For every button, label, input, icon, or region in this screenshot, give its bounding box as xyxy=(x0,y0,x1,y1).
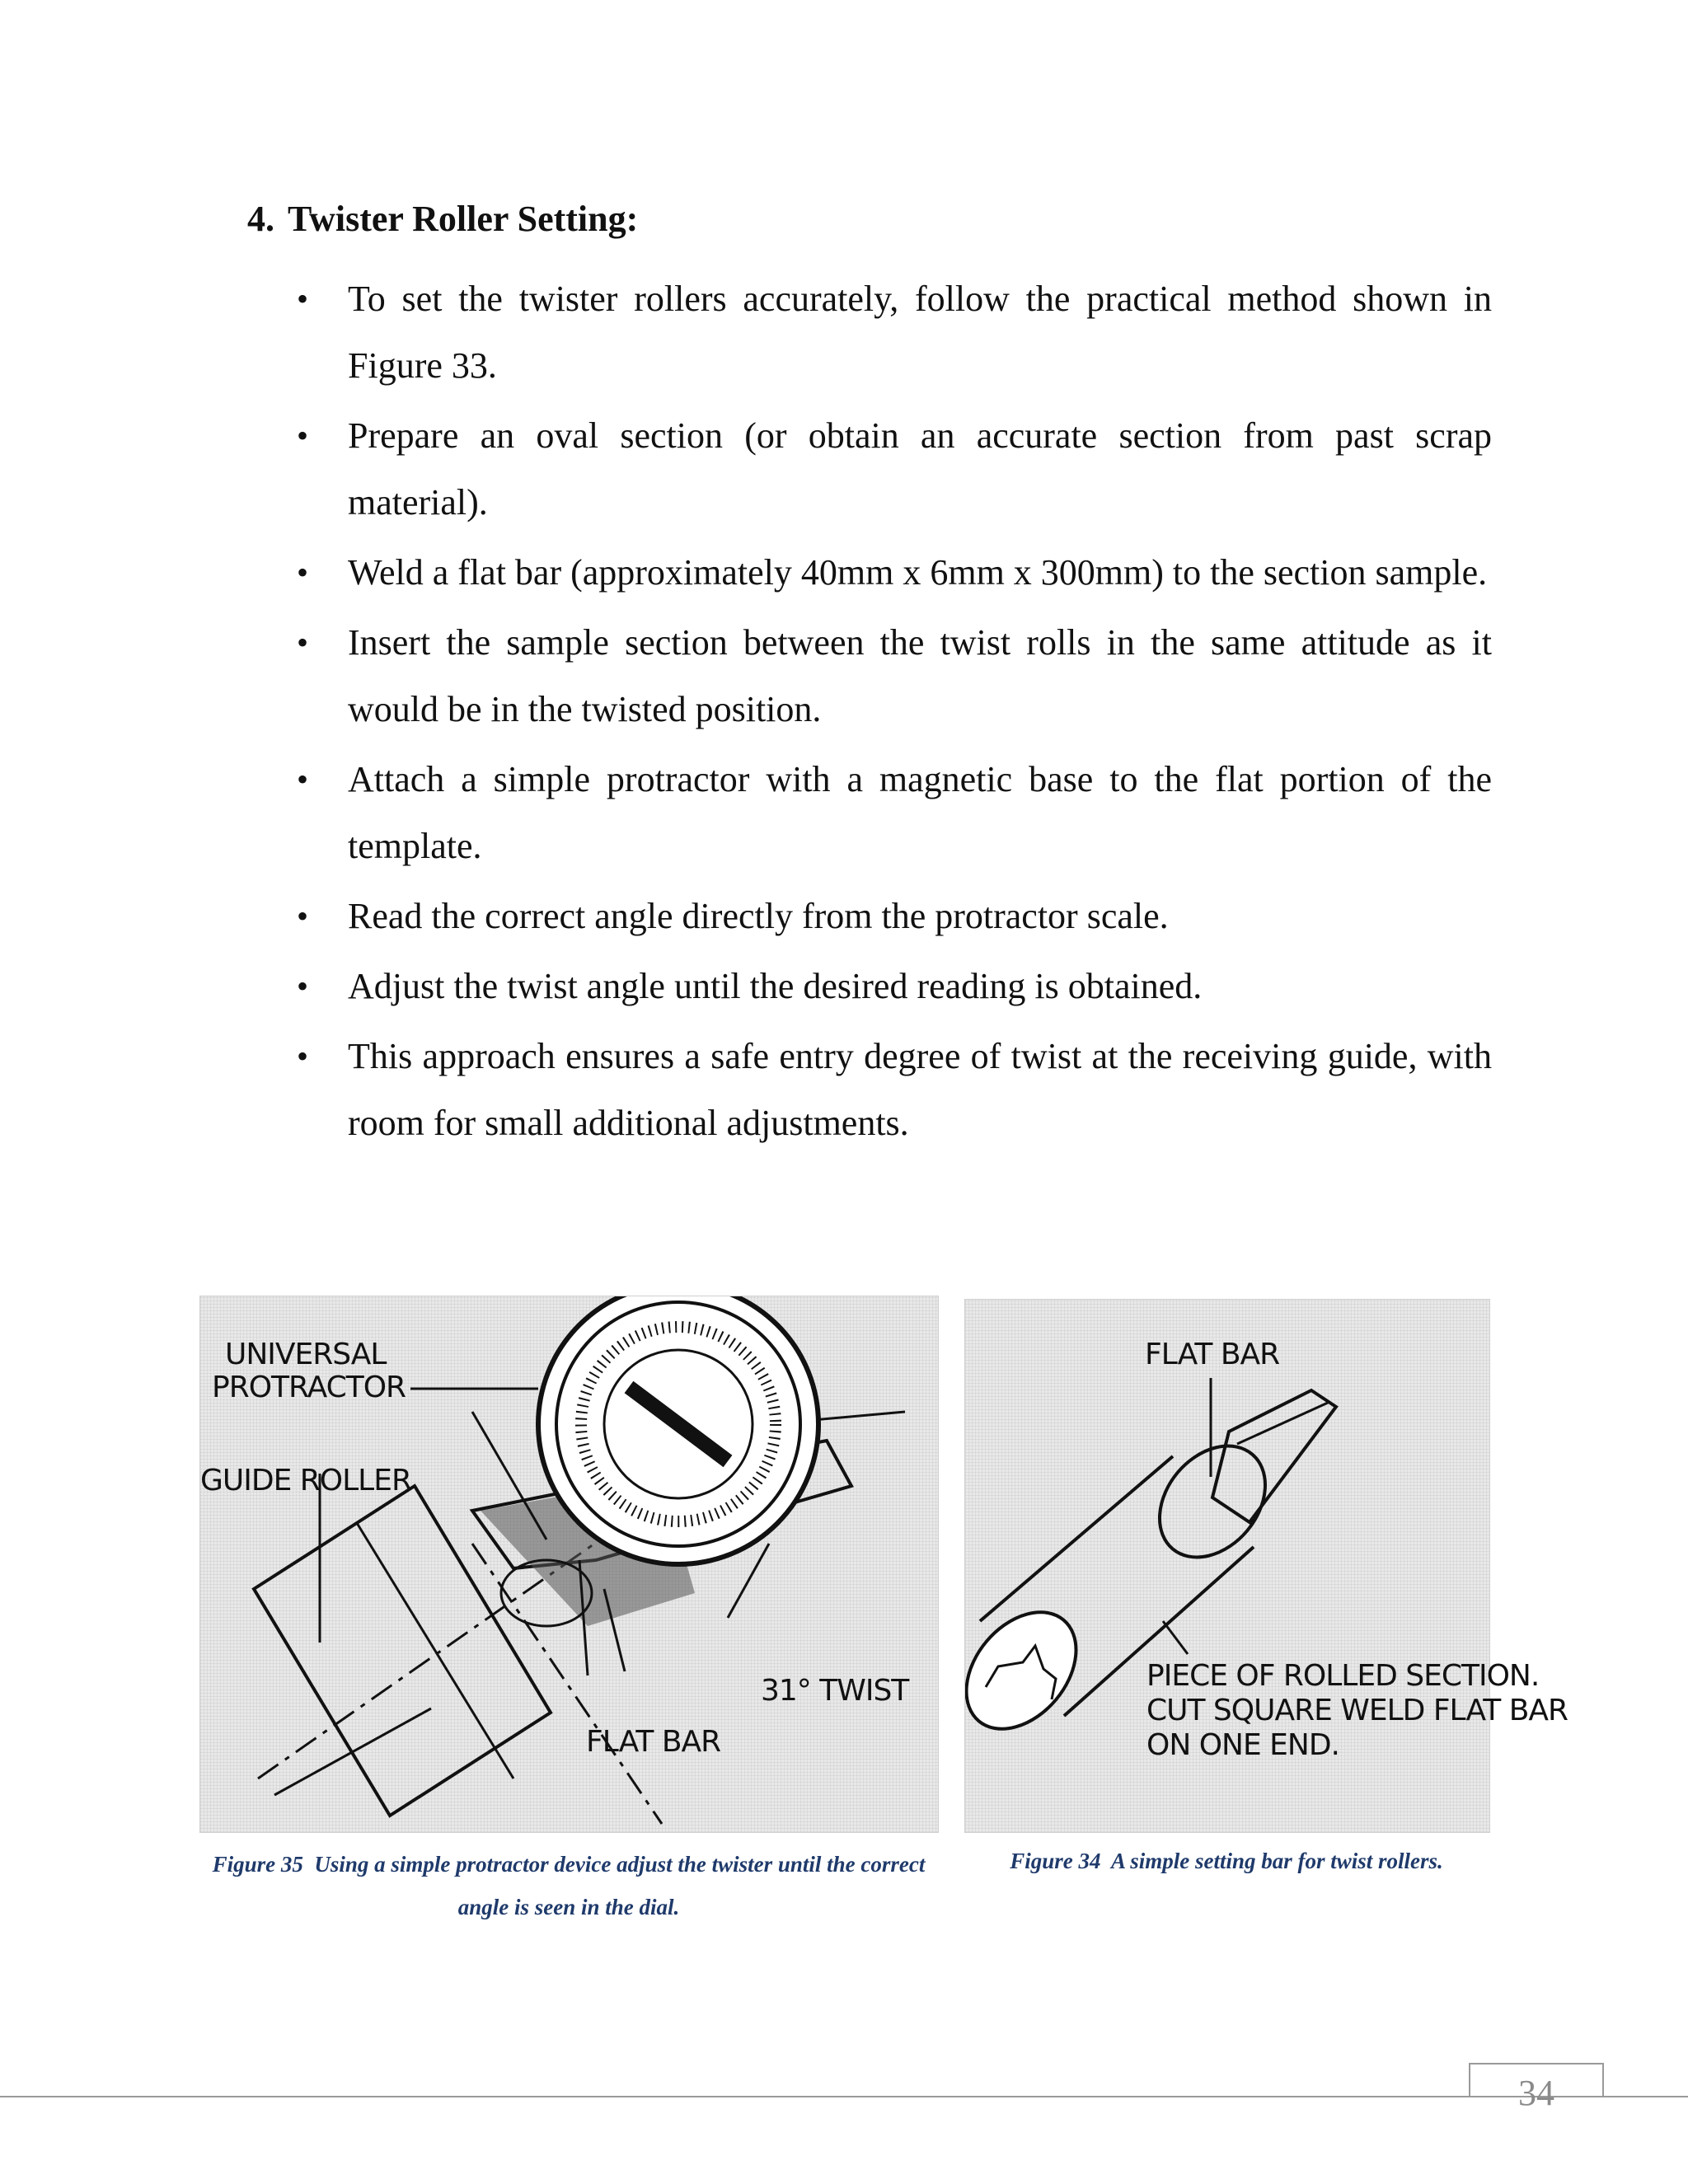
list-item: • To set the twister rollers accurately, follow the practical method shown in Figure 33. xyxy=(297,265,1492,399)
label-rolled-section-2: CUT SQUARE WELD FLAT BAR xyxy=(1146,1694,1568,1727)
figure-35-text: Using a simple protractor device adjust the twister until the correct angle is seen in the dial. xyxy=(314,1852,926,1919)
section-heading xyxy=(247,198,638,240)
label-protractor: PROTRACTOR xyxy=(212,1371,406,1404)
list-item: • Adjust the twist angle until the desired reading is obtained. xyxy=(297,953,1492,1019)
list-item: • This approach ensures a safe entry degree of twist at the receiving guide, with room for small additional adjustments. xyxy=(297,1023,1492,1156)
figure-34-caption xyxy=(964,1840,1489,1882)
section-number: 4. xyxy=(247,199,274,239)
label-rolled-section-1: PIECE OF ROLLED SECTION. xyxy=(1146,1659,1540,1693)
figure-35-illustration xyxy=(199,1296,939,1833)
label-rolled-section-3: ON ONE END. xyxy=(1146,1728,1340,1762)
label-flat-bar: FLAT BAR xyxy=(586,1725,721,1759)
figure-35-caption xyxy=(190,1843,948,1929)
figure-34-number: Figure 34 xyxy=(1010,1849,1101,1873)
label-guide-roller: GUIDE ROLLER xyxy=(200,1464,411,1497)
figure-34-illustration xyxy=(964,1299,1568,1833)
label-universal: UNIVERSAL xyxy=(225,1338,387,1371)
list-item: • Attach a simple protractor with a magnetic base to the flat portion of the template. xyxy=(297,746,1492,879)
figure-34-text: A simple setting bar for twist rollers. xyxy=(1110,1849,1443,1873)
list-item: • Prepare an oval section (or obtain an accurate section from past scrap material). xyxy=(297,402,1492,536)
list-item: • Weld a flat bar (approximately 40mm x 6mm x 300mm) to the section sample. xyxy=(297,539,1492,606)
list-item: • Insert the sample section between the twist rolls in the same attitude as it would be in the twisted position. xyxy=(297,609,1492,743)
label-twist: 31° TWIST xyxy=(761,1674,909,1708)
section-title: Twister Roller Setting: xyxy=(288,199,639,239)
label-flat-bar-34: FLAT BAR xyxy=(1145,1338,1280,1371)
instruction-list xyxy=(297,265,1492,1160)
list-item: • Read the correct angle directly from the protractor scale. xyxy=(297,883,1492,949)
page-number: 34 xyxy=(1518,2073,1554,2113)
footer-rule xyxy=(0,2096,1688,2097)
figure-35-number: Figure 35 xyxy=(212,1852,303,1877)
